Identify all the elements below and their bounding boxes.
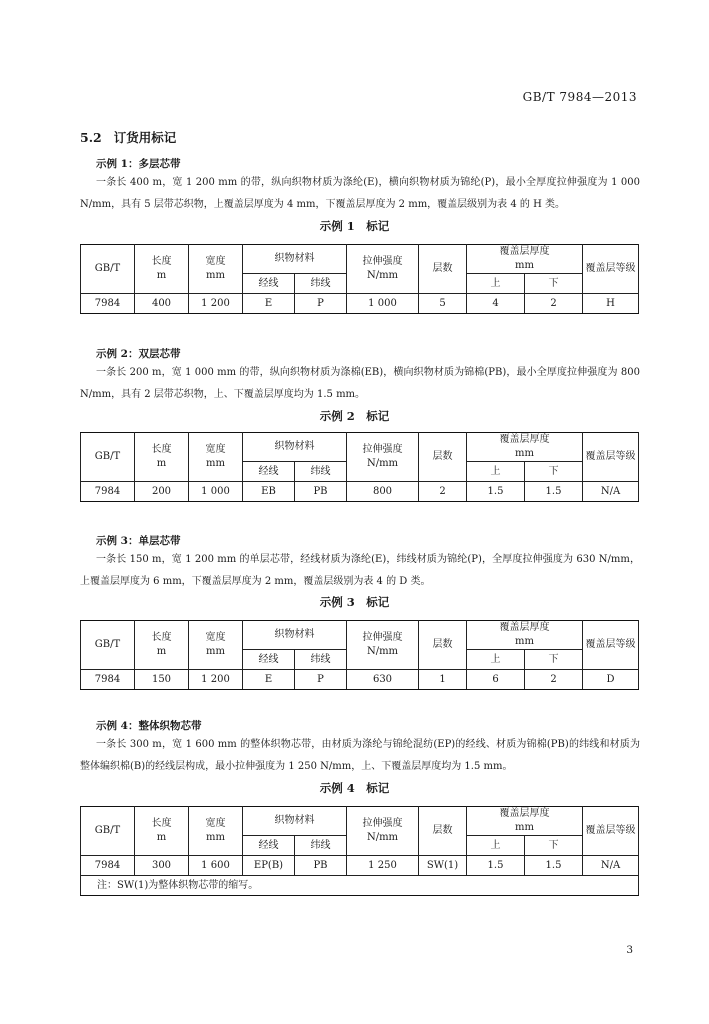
col-header-gbt: GB/T — [81, 245, 135, 294]
col-header-warp: 经线 — [243, 836, 295, 856]
cover-label: 覆盖层厚度 — [499, 808, 550, 819]
table-cell: 1.5 — [525, 856, 583, 876]
col-header-plies: 层数 — [419, 807, 467, 856]
example-description: 一条长 200 m，宽 1 000 mm 的带，纵向织物材质为涤棉(EB)，横向织物材质为锦棉(PB)，最小全厚度拉伸强度为 800 N/mm，具有 2 层带芯织物，上、下覆盖层厚度均为 1.5 mm。 — [80, 367, 640, 400]
col-header-grade: 覆盖层等级 — [583, 621, 639, 670]
col-header-cover — [467, 245, 583, 274]
table-cell: 630 — [347, 670, 419, 690]
table-cell: 1 000 — [189, 482, 243, 502]
table-cell: 2 — [525, 670, 583, 690]
table-row — [81, 670, 639, 690]
table-caption: 示例 3 标记 — [319, 595, 390, 609]
col-header-gbt: GB/T — [81, 433, 135, 482]
col-header-upper: 上 — [467, 650, 525, 670]
table-cell: 1 — [419, 670, 467, 690]
width-unit: mm — [206, 458, 225, 469]
table-cell: 7984 — [81, 294, 135, 314]
col-header-length — [135, 245, 189, 294]
section-heading — [80, 128, 188, 146]
example-description: 一条长 400 m，宽 1 200 mm 的带，纵向织物材质为涤纶(E)，横向织物材质为锦纶(P)，最小全厚度拉伸强度为 1 000 N/mm，具有 5 层带芯织物，上覆盖层厚度为 4 mm，下覆盖层厚度为 2 mm，覆盖层级别为表 4 的 H 类。 — [80, 177, 640, 210]
example-heading: 示例 1：多层芯带 — [96, 158, 181, 170]
col-header-weft: 纬线 — [295, 462, 347, 482]
width-label: 宽度 — [205, 444, 226, 455]
table-cell: 1 000 — [347, 294, 419, 314]
table-row — [81, 294, 639, 314]
col-header-grade: 覆盖层等级 — [583, 433, 639, 482]
tensile-label: 拉伸强度 — [362, 256, 403, 267]
cover-label: 覆盖层厚度 — [499, 246, 550, 257]
table-caption: 示例 4 标记 — [319, 781, 390, 795]
length-label: 长度 — [151, 256, 172, 267]
width-unit: mm — [206, 832, 225, 843]
table-cell: 1 250 — [347, 856, 419, 876]
col-header-lower: 下 — [525, 836, 583, 856]
col-header-plies: 层数 — [419, 245, 467, 294]
tensile-unit: N/mm — [366, 270, 399, 281]
table-cell: 1.5 — [467, 482, 525, 502]
cover-unit: mm — [515, 260, 534, 271]
table-cell: 6 — [467, 670, 525, 690]
col-header-lower: 下 — [525, 650, 583, 670]
length-label: 长度 — [151, 444, 172, 455]
table-cell: 1 200 — [189, 294, 243, 314]
table-cell: 4 — [467, 294, 525, 314]
col-header-warp: 经线 — [243, 274, 295, 294]
table-cell: PB — [295, 482, 347, 502]
width-unit: mm — [206, 270, 225, 281]
table-cell: 400 — [135, 294, 189, 314]
width-label: 宽度 — [205, 256, 226, 267]
table-note: 注：SW(1)为整体织物芯带的缩写。 — [81, 876, 639, 896]
tensile-label: 拉伸强度 — [362, 632, 403, 643]
tensile-unit: N/mm — [366, 832, 399, 843]
tensile-unit: N/mm — [366, 458, 399, 469]
table-cell: 1 200 — [189, 670, 243, 690]
col-header-width — [189, 245, 243, 294]
col-header-width — [189, 433, 243, 482]
col-header-cover — [467, 621, 583, 650]
length-unit: m — [156, 458, 167, 469]
table-cell: EP(B) — [243, 856, 295, 876]
length-unit: m — [156, 832, 167, 843]
example-heading: 示例 2：双层芯带 — [96, 348, 181, 360]
table-cell: E — [243, 670, 295, 690]
col-header-fabric: 织物材料 — [243, 807, 347, 836]
example-heading: 示例 3：单层芯带 — [96, 535, 181, 547]
length-unit: m — [156, 270, 167, 281]
tensile-unit: N/mm — [366, 646, 399, 657]
table-cell: SW(1) — [419, 856, 467, 876]
length-unit: m — [156, 646, 167, 657]
col-header-weft: 纬线 — [295, 836, 347, 856]
example-description: 一条长 300 m，宽 1 600 mm 的整体织物芯带，由材质为涤纶与锦纶混纺(EP)的经线、材质为锦棉(PB)的纬线和材质为整体编织棉(B)的经线层构成，最小拉伸强度为 1 250 N/mm，上、下覆盖层厚度均为 1.5 mm。 — [80, 739, 640, 772]
col-header-upper: 上 — [467, 836, 525, 856]
width-label: 宽度 — [205, 632, 226, 643]
length-label: 长度 — [151, 632, 172, 643]
col-header-length — [135, 807, 189, 856]
table-cell: 7984 — [81, 482, 135, 502]
table-caption: 示例 2 标记 — [319, 409, 390, 423]
col-header-warp: 经线 — [243, 462, 295, 482]
table-cell: N/A — [583, 856, 639, 876]
table-cell: 800 — [347, 482, 419, 502]
table-cell: E — [243, 294, 295, 314]
cover-unit: mm — [515, 822, 534, 833]
col-header-weft: 纬线 — [295, 274, 347, 294]
table-cell: 2 — [525, 294, 583, 314]
table-cell: D — [583, 670, 639, 690]
tensile-label: 拉伸强度 — [362, 444, 403, 455]
table-cell: N/A — [583, 482, 639, 502]
col-header-tensile — [347, 433, 419, 482]
cover-unit: mm — [515, 448, 534, 459]
example-heading: 示例 4：整体织物芯带 — [96, 720, 202, 732]
col-header-width — [189, 807, 243, 856]
section-title: 订货用标记 — [113, 130, 177, 145]
col-header-lower: 下 — [525, 274, 583, 294]
table-caption: 示例 1 标记 — [319, 219, 390, 233]
table-cell: P — [295, 670, 347, 690]
table-cell: 1.5 — [525, 482, 583, 502]
table-cell: 200 — [135, 482, 189, 502]
marking-table — [80, 244, 639, 314]
table-cell: 150 — [135, 670, 189, 690]
marking-table — [80, 806, 639, 896]
length-label: 长度 — [151, 818, 172, 829]
col-header-length — [135, 433, 189, 482]
col-header-plies: 层数 — [419, 621, 467, 670]
col-header-tensile — [347, 621, 419, 670]
table-row — [81, 856, 639, 876]
col-header-fabric: 织物材料 — [243, 245, 347, 274]
table-cell: EB — [243, 482, 295, 502]
cover-label: 覆盖层厚度 — [499, 622, 550, 633]
col-header-width — [189, 621, 243, 670]
width-label: 宽度 — [205, 818, 226, 829]
col-header-grade: 覆盖层等级 — [583, 807, 639, 856]
col-header-gbt: GB/T — [81, 807, 135, 856]
example-description: 一条长 150 m，宽 1 200 mm 的单层芯带，经线材质为涤纶(E)，纬线材质为锦纶(P)，全厚度拉伸强度为 630 N/mm，上覆盖层厚度为 6 mm，下覆盖层厚度为 2 mm，覆盖层级别为表 4 的 D 类。 — [80, 554, 640, 587]
col-header-upper: 上 — [467, 274, 525, 294]
marking-table — [80, 620, 639, 690]
table-cell: 1 600 — [189, 856, 243, 876]
col-header-upper: 上 — [467, 462, 525, 482]
table-cell: 2 — [419, 482, 467, 502]
table-row — [81, 482, 639, 502]
col-header-fabric: 织物材料 — [243, 433, 347, 462]
col-header-tensile — [347, 245, 419, 294]
col-header-weft: 纬线 — [295, 650, 347, 670]
table-cell: 7984 — [81, 670, 135, 690]
table-cell: 300 — [135, 856, 189, 876]
table-cell: PB — [295, 856, 347, 876]
col-header-fabric: 织物材料 — [243, 621, 347, 650]
table-cell: P — [295, 294, 347, 314]
col-header-grade: 覆盖层等级 — [583, 245, 639, 294]
width-unit: mm — [206, 646, 225, 657]
marking-table — [80, 432, 639, 502]
col-header-tensile — [347, 807, 419, 856]
col-header-gbt: GB/T — [81, 621, 135, 670]
col-header-plies: 层数 — [419, 433, 467, 482]
table-cell: 1.5 — [467, 856, 525, 876]
table-cell: H — [583, 294, 639, 314]
cover-unit: mm — [515, 636, 534, 647]
col-header-lower: 下 — [525, 462, 583, 482]
col-header-length — [135, 621, 189, 670]
table-cell: 5 — [419, 294, 467, 314]
table-cell: 7984 — [81, 856, 135, 876]
standard-number-header: GB/T 7984—2013 — [522, 90, 637, 104]
col-header-warp: 经线 — [243, 650, 295, 670]
cover-label: 覆盖层厚度 — [499, 434, 550, 445]
col-header-cover — [467, 807, 583, 836]
col-header-cover — [467, 433, 583, 462]
page-number: 3 — [626, 944, 633, 956]
tensile-label: 拉伸强度 — [362, 818, 403, 829]
section-number: 5.2 — [80, 130, 102, 145]
